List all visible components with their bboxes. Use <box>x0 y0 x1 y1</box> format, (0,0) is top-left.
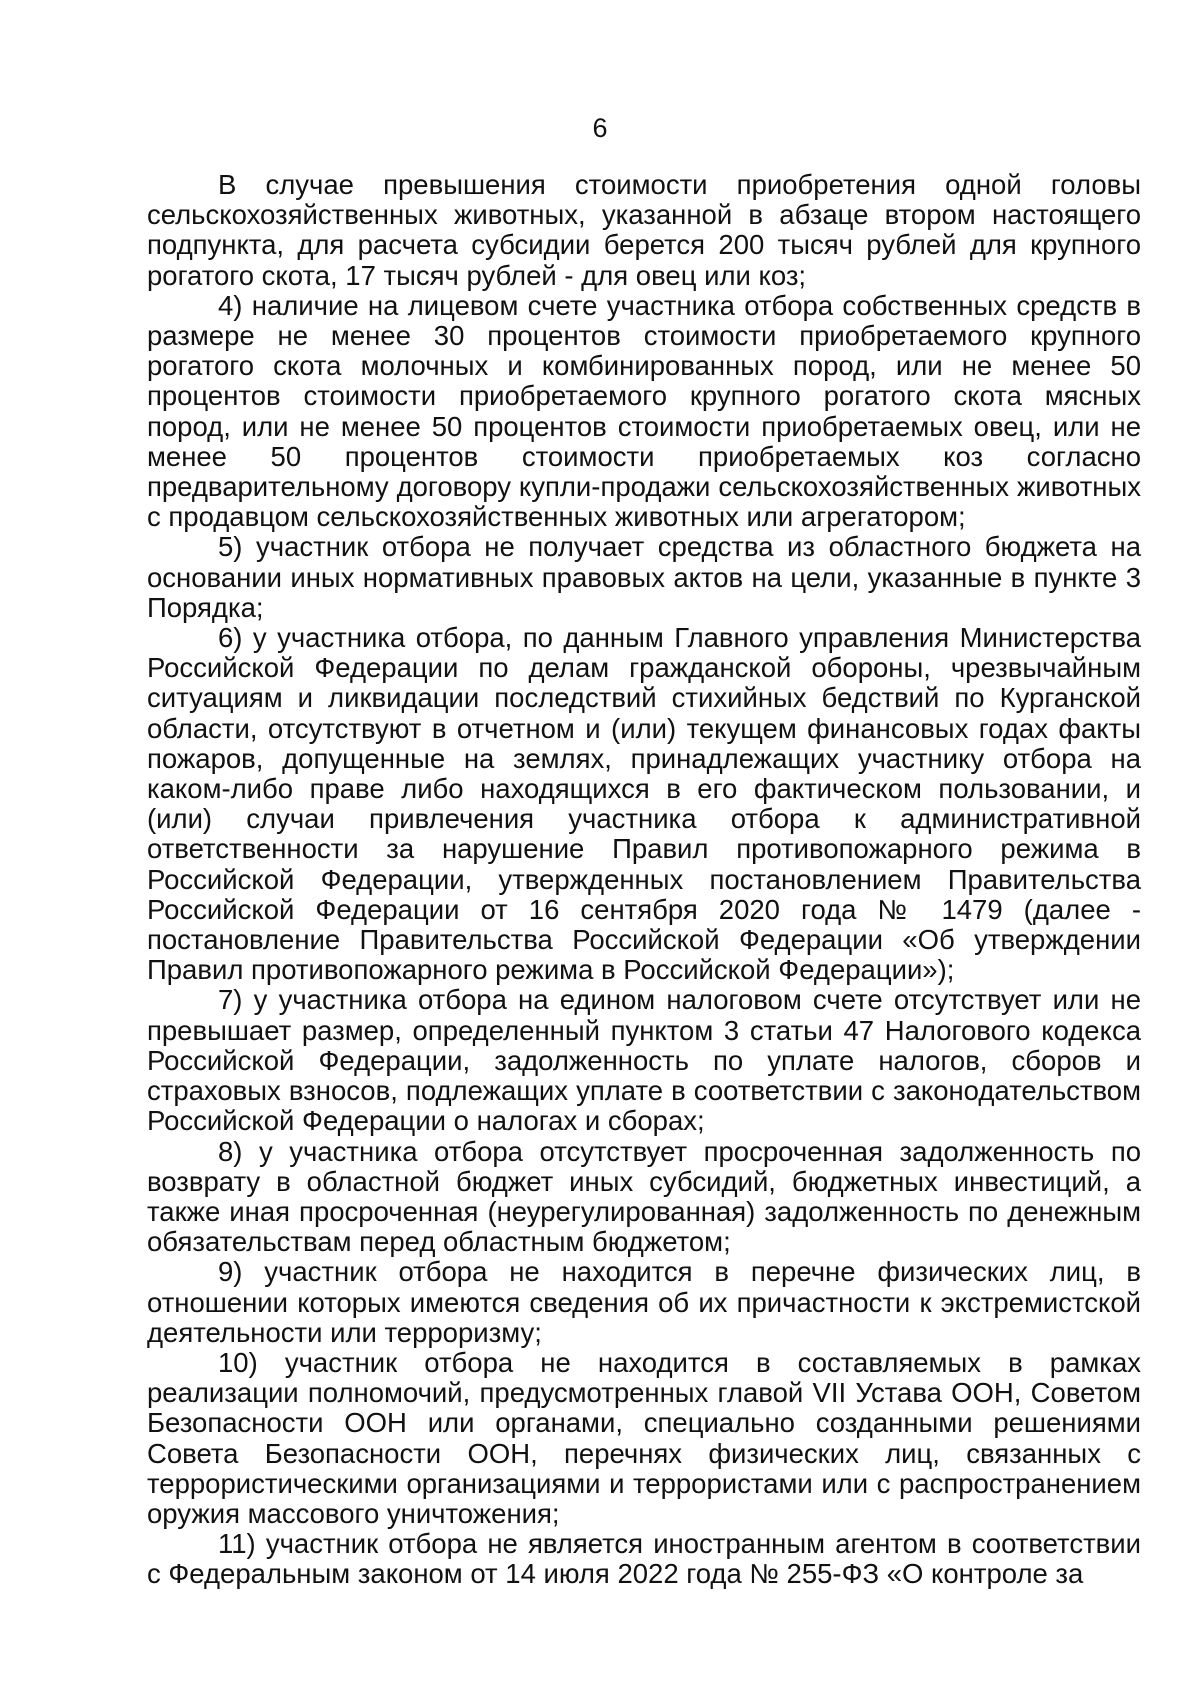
paragraph-item-6: 6) у участника отбора, по данным Главного управления Министерства Российской Федерации по делам гражданской обороны, чрезвычайным ситуациям и ликвидации последствий стихийных бедствий по Курганской области, отсутствуют в отчетном и (или) текущем финансовых годах факты пожаров, допущенные на землях, принадлежащих участнику отбора на каком-либо праве либо находящихся в его фактическом пользовании, и (или) случаи привлечения участника отбора к административной ответственности за нарушение Правил противопожарного режима в Российской Федерации, утвержденных постановлением Правительства Российской Федерации от 16 сентября 2020 года № 1479 (далее - постановление Правительства Российской Федерации «Об утверждении Правил противопожарного режима в Российской Федерации»); <box>147 622 1141 986</box>
paragraph-item-9: 9) участник отбора не находится в перечне физических лиц, в отношении которых имеются сведения об их причастности к экстремистской деятельности или терроризму; <box>147 1256 1141 1348</box>
paragraph-item-4: 4) наличие на лицевом счете участника отбора собственных средств в размере не менее 30 процентов стоимости приобретаемого крупного рогатого скота молочных и комбинированных пород, или не менее 50 процентов стоимости приобретаемого крупного рогатого скота мясных пород, или не менее 50 процентов стоимости приобретаемых овец, или не менее 50 процентов стоимости приобретаемых коз согласно предварительному договору купли-продажи сельскохозяйственных животных с продавцом сельскохозяйственных животных или агрегатором; <box>147 289 1141 533</box>
paragraph-item-7: 7) у участника отбора на едином налоговом счете отсутствует или не превышает размер, определенный пунктом 3 статьи 47 Налогового кодекса Российской Федерации, задолженность по уплате налогов, сборов и страховых взносов, подлежащих уплате в соответствии с законодательством Российской Федерации о налогах и сборах; <box>147 984 1141 1137</box>
paragraph-item-10: 10) участник отбора не находится в составляемых в рамках реализации полномочий, предусмотренных главой VII Устава ООН, Советом Безопасности ООН или органами, специально созданными решениями Совета Безопасности ООН, перечнях физических лиц, связанных с террористическими организациями и террористами или с распространением оружия массового уничтожения; <box>147 1346 1141 1529</box>
paragraph-price-excess: В случае превышения стоимости приобретения одной головы сельскохозяйственных животных, указанной в абзаце втором настоящего подпункта, для расчета субсидии берется 200 тысяч рублей для крупного рогатого скота, 17 тысяч рублей - для овец или коз; <box>147 169 1141 291</box>
document-body <box>147 170 1141 1590</box>
page-number: 6 <box>592 113 608 143</box>
paragraph-item-8: 8) у участника отбора отсутствует просроченная задолженность по возврату в областной бюджет иных субсидий, бюджетных инвестиций, а также иная просроченная (неурегулированная) задолженность по денежным обязательствам перед областным бюджетом; <box>147 1135 1141 1258</box>
paragraph-item-11: 11) участник отбора не является иностранным агентом в соответствии с Федеральным законом от 14 июля 2022 года № 255-ФЗ «О контроле за <box>147 1528 1141 1590</box>
paragraph-item-5: 5) участник отбора не получает средства из областного бюджета на основании иных нормативных правовых актов на цели, указанные в пункте 3 Порядка; <box>147 531 1141 623</box>
